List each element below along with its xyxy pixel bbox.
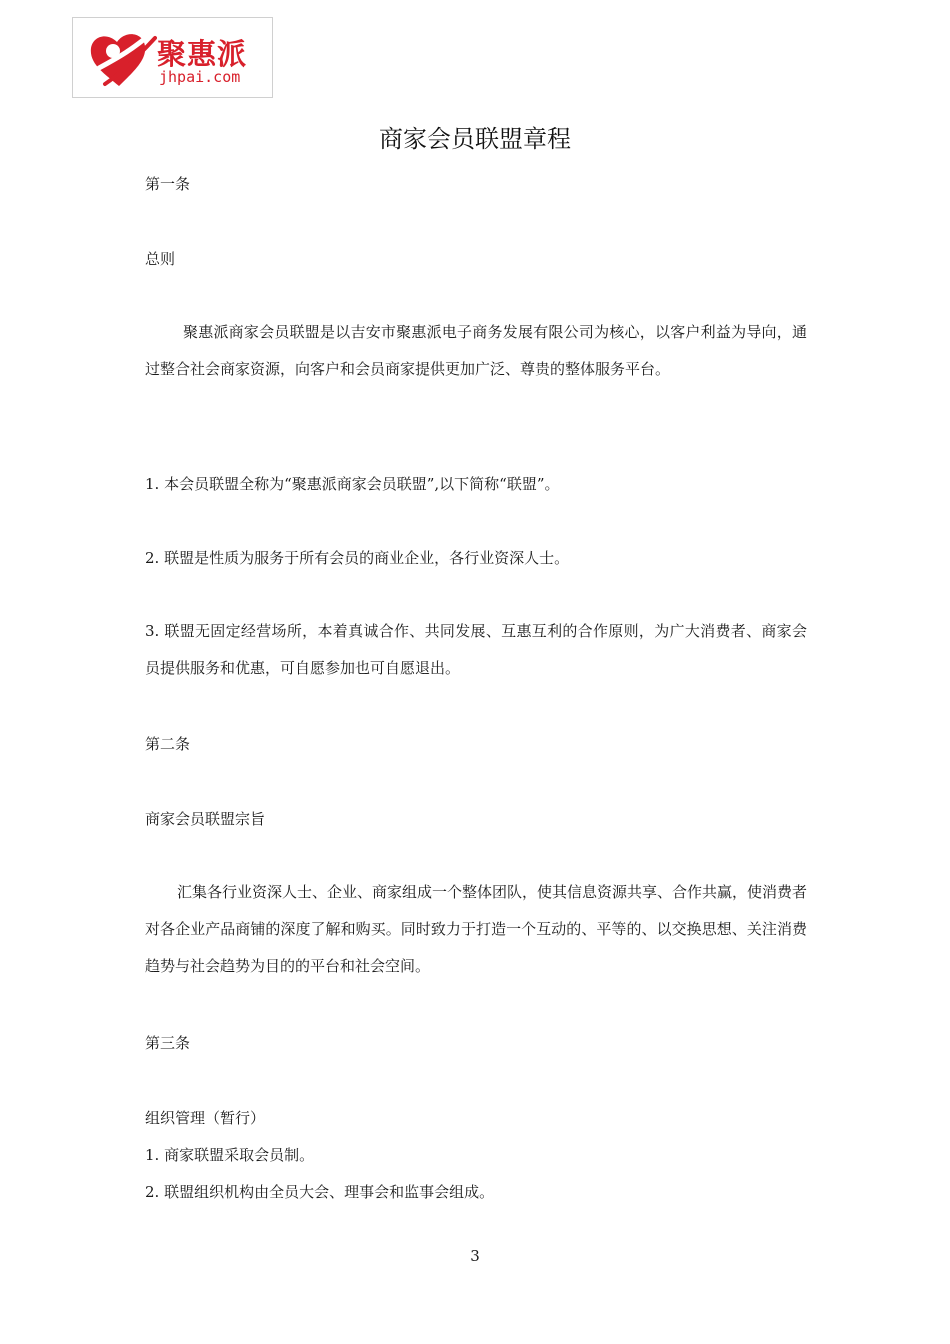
- logo-chinese-name: 聚惠派: [157, 37, 248, 71]
- article-2-heading: 商家会员联盟宗旨: [145, 810, 266, 828]
- article-3-number: 第三条: [145, 1034, 191, 1052]
- page-number: 3: [470, 1247, 480, 1265]
- article-3-heading: 组织管理（暂行）: [145, 1109, 266, 1127]
- article-1-item-1: 1. 本会员联盟全称为“聚惠派商家会员联盟”,以下简称“联盟”。: [145, 475, 560, 493]
- article-2-number: 第二条: [145, 735, 191, 753]
- article-1-heading: 总则: [145, 250, 176, 268]
- heart-logo-icon: [83, 24, 157, 94]
- article-1-item-3: 3. 联盟无固定经营场所，本着真诚合作、共同发展、互惠互利的合作原则，为广大消费者、商家会员提供服务和优惠，可自愿参加也可自愿退出。: [145, 622, 807, 677]
- article-3-item-2: 2. 联盟组织机构由全员大会、理事会和监事会组成。: [145, 1183, 495, 1201]
- article-1-item-2: 2. 联盟是性质为服务于所有会员的商业企业，各行业资深人士。: [145, 549, 570, 567]
- logo-domain: jhpai.com: [159, 68, 241, 86]
- document-title: 商家会员联盟章程: [379, 125, 571, 153]
- article-3-item-1: 1. 商家联盟采取会员制。: [145, 1146, 315, 1164]
- article-1-intro: 聚惠派商家会员联盟是以吉安市聚惠派电子商务发展有限公司为核心，以客户利益为导向，通过整合社会商家资源，向客户和会员商家提供更加广泛、尊贵的整体服务平台。: [145, 323, 807, 378]
- article-2-body: 汇集各行业资深人士、企业、商家组成一个整体团队，使其信息资源共享、合作共赢，使消费者对各企业产品商铺的深度了解和购买。同时致力于打造一个互动的、平等的、以交换思想、关注消费趋势与社会趋势为目的的平台和社会空间。: [145, 883, 808, 975]
- article-1-number: 第一条: [145, 175, 191, 193]
- company-logo: [72, 17, 273, 98]
